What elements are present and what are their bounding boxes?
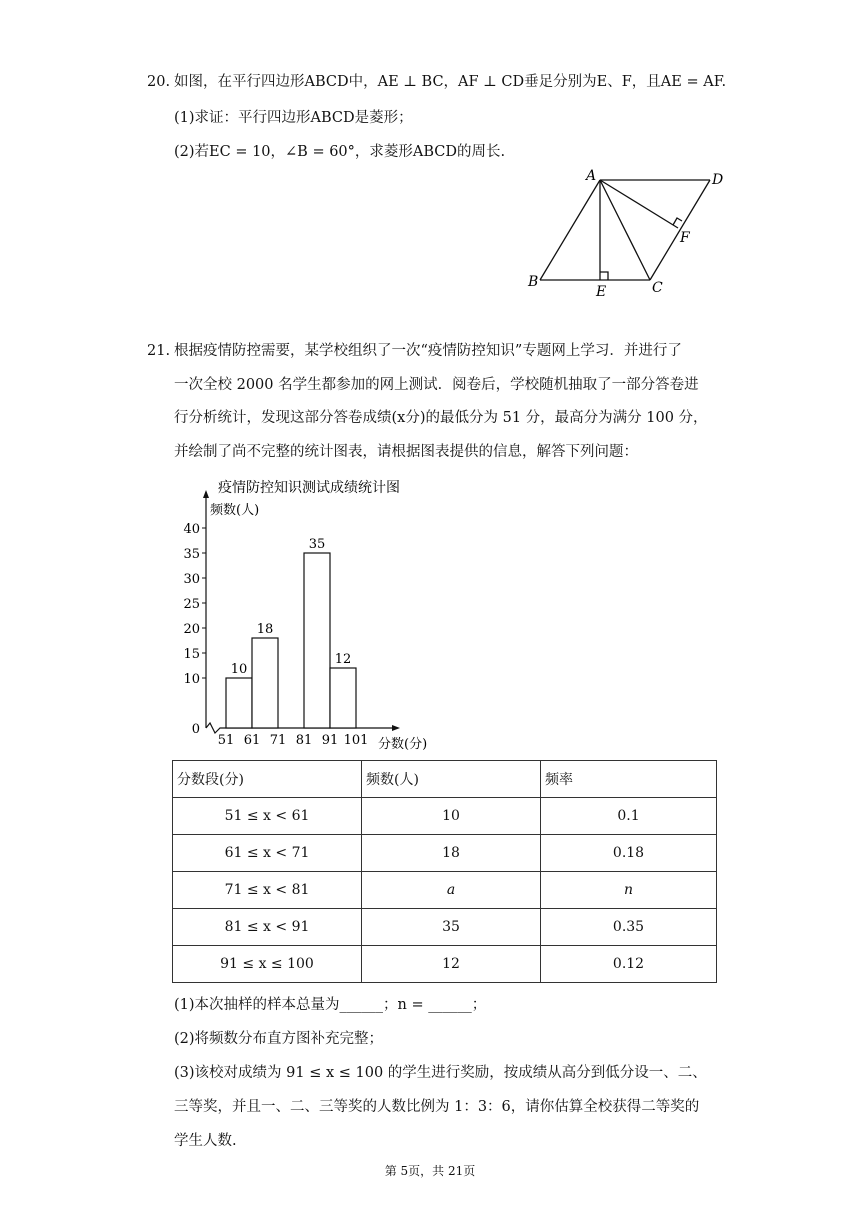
table-row (173, 946, 717, 983)
header-rate: 频率 (541, 761, 717, 798)
cell-rate: 0.12 (541, 946, 717, 983)
page-footer: 第 5页，共 21页 (384, 1164, 476, 1178)
q21-line-3: 行分析统计，发现这部分答卷成绩(x分)的最低分为 51 分，最高分为满分 100 分， (174, 410, 708, 426)
label-F: F (680, 230, 690, 246)
y-tick-label: 15 (183, 647, 200, 662)
bar-data-label: 10 (230, 662, 248, 677)
y-tick-label: 0 (191, 722, 200, 737)
cell-rate: 0.35 (541, 909, 717, 946)
x-tick-label: 71 (269, 733, 287, 748)
cell-frequency: 10 (362, 798, 541, 835)
q21-sub3-line1: (3)该校对成绩为 91 ≤ x ≤ 100 的学生进行奖励，按成绩从高分到低分设一、二、 (174, 1065, 707, 1081)
table-row (173, 872, 717, 909)
q21-sub2: (2)将频数分布直方图补充完整； (174, 1031, 384, 1047)
cell-frequency: 35 (362, 909, 541, 946)
q21-sub1: (1)本次抽样的样本总量为______；n = ______； (174, 997, 487, 1013)
q21-line-2: 一次全校 2000 名学生都参加的网上测试．阅卷后，学校随机抽取了一部分答卷进 (174, 377, 699, 393)
label-B: B (528, 274, 539, 290)
cell-range: 71 ≤ x < 81 (173, 872, 362, 909)
cell-rate: n (541, 872, 717, 909)
label-A: A (586, 168, 597, 184)
q21-line-1: 根据疫情防控需要，某学校组织了一次“疫情防控知识”专题网上学习．并进行了 (174, 343, 682, 359)
cell-frequency: 12 (362, 946, 541, 983)
header-score-range: 分数段(分) (173, 761, 362, 798)
bar (304, 553, 330, 728)
cell-range: 81 ≤ x < 91 (173, 909, 362, 946)
table-header-row (173, 761, 717, 798)
y-tick-label: 25 (183, 597, 200, 612)
bar-data-label: 35 (308, 537, 326, 552)
q21-line-4: 并绘制了尚不完整的统计图表，请根据图表提供的信息，解答下列问题： (174, 444, 638, 460)
table-row (173, 909, 717, 946)
bar (330, 668, 356, 728)
table-row (173, 798, 717, 835)
q20-part2: (2)若EC = 10，∠B = 60°，求菱形ABCD的周长. (174, 144, 506, 160)
cell-range: 51 ≤ x < 61 (173, 798, 362, 835)
y-tick-label: 40 (183, 522, 200, 537)
label-E: E (596, 284, 607, 300)
bar-data-label: 12 (334, 652, 352, 667)
table-row (173, 835, 717, 872)
histogram-chart (160, 470, 460, 760)
cell-range: 61 ≤ x < 71 (173, 835, 362, 872)
q21-sub3-line2: 三等奖，并且一、二、三等奖的人数比例为 1：3：6，请你估算全校获得二等奖的 (174, 1099, 700, 1115)
y-tick-label: 30 (183, 572, 200, 587)
x-tick-label: 91 (321, 733, 339, 748)
cell-frequency: a (362, 872, 541, 909)
frequency-table (172, 760, 717, 983)
cell-rate: 0.1 (541, 798, 717, 835)
x-tick-label: 61 (243, 733, 261, 748)
cell-range: 91 ≤ x ≤ 100 (173, 946, 362, 983)
chart-title: 疫情防控知识测试成绩统计图 (218, 480, 400, 496)
cell-rate: 0.18 (541, 835, 717, 872)
x-tick-label: 101 (343, 733, 369, 748)
x-axis-label: 分数(分) (378, 737, 428, 752)
q20-part1: (1)求证：平行四边形ABCD是菱形； (174, 110, 413, 126)
y-tick-label: 10 (183, 672, 200, 687)
q21-number: 21. (147, 343, 171, 359)
rhombus-figure (520, 160, 730, 305)
x-tick-label: 51 (217, 733, 235, 748)
bar-data-label: 18 (256, 622, 274, 637)
label-C: C (652, 280, 663, 296)
label-D: D (712, 172, 724, 188)
q20-stem: 如图，在平行四边形ABCD中，AE ⊥ BC，AF ⊥ CD垂足分别为E、F，且AE = AF. (174, 74, 727, 90)
bar (226, 678, 252, 728)
header-frequency: 频数(人) (362, 761, 541, 798)
y-axis-arrow (203, 490, 209, 498)
cell-frequency: 18 (362, 835, 541, 872)
bar (252, 638, 278, 728)
y-axis-label: 频数(人) (210, 503, 260, 518)
y-tick-label: 20 (183, 622, 200, 637)
x-axis-arrow (392, 725, 400, 731)
y-tick-label: 35 (183, 547, 200, 562)
q20-number: 20. (147, 74, 171, 90)
q21-sub3-line3: 学生人数. (174, 1133, 237, 1149)
x-tick-label: 81 (295, 733, 313, 748)
